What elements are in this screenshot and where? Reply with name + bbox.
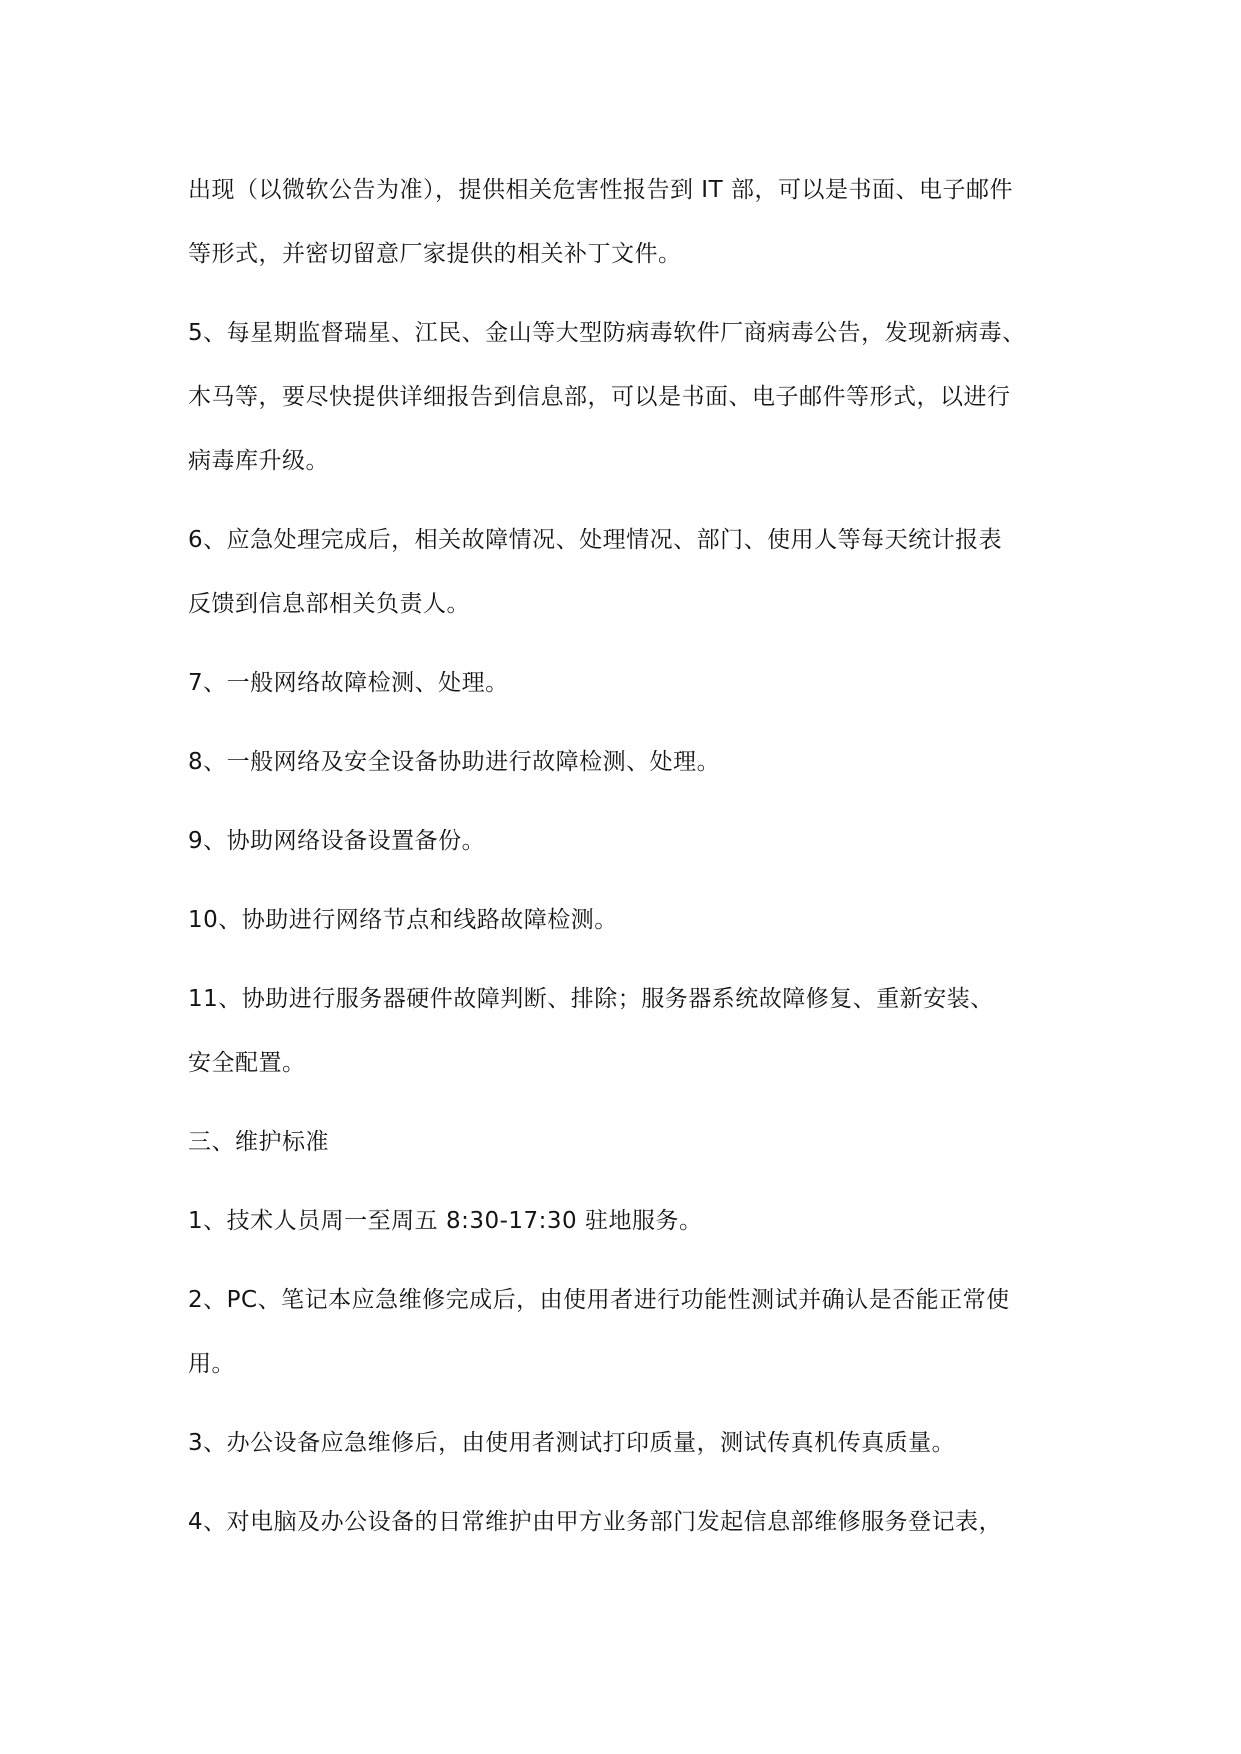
paragraph-continuation [188,158,1068,286]
text-line: 9、协助网络设备设置备份。 [188,828,486,854]
paragraph-item-10 [188,888,1068,952]
document-body [188,158,1068,1569]
text-line: 7、一般网络故障检测、处理。 [188,670,509,696]
text-line: 3、办公设备应急维修后，由使用者测试打印质量，测试传真机传真质量。 [188,1430,956,1456]
paragraph-standard-1 [188,1189,1068,1253]
paragraph-item-5 [188,301,1068,493]
section-heading [188,1110,1068,1174]
paragraph-item-9 [188,809,1068,873]
text-line: 反馈到信息部相关负责人。 [188,591,470,617]
text-line: 出现（以微软公告为准），提供相关危害性报告到 IT 部，可以是书面、电子邮件 [188,177,1013,203]
text-line: 用。 [188,1351,235,1377]
text-line: 11、协助进行服务器硬件故障判断、排除；服务器系统故障修复、重新安装、 [188,986,994,1012]
paragraph-item-7 [188,651,1068,715]
text-line: 病毒库升级。 [188,448,329,474]
paragraph-standard-3 [188,1411,1068,1475]
text-line: 安全配置。 [188,1050,306,1076]
paragraph-item-8 [188,730,1068,794]
text-line: 1、技术人员周一至周五 8:30-17:30 驻地服务。 [188,1208,703,1234]
text-line: 6、应急处理完成后，相关故障情况、处理情况、部门、使用人等每天统计报表 [188,527,1003,553]
text-line: 8、一般网络及安全设备协助进行故障检测、处理。 [188,749,721,775]
text-line: 5、每星期监督瑞星、江民、金山等大型防病毒软件厂商病毒公告，发现新病毒、 [188,320,1026,346]
text-line: 10、协助进行网络节点和线路故障检测。 [188,907,618,933]
heading-line: 三、维护标准 [188,1129,329,1155]
paragraph-item-11 [188,967,1068,1095]
paragraph-standard-2 [188,1268,1068,1396]
text-line: 2、PC、笔记本应急维修完成后，由使用者进行功能性测试并确认是否能正常使 [188,1287,1010,1313]
text-line: 等形式，并密切留意厂家提供的相关补丁文件。 [188,241,682,267]
text-line: 4、对电脑及办公设备的日常维护由甲方业务部门发起信息部维修服务登记表， [188,1509,1003,1535]
paragraph-standard-4 [188,1490,1068,1554]
paragraph-item-6 [188,508,1068,636]
text-line: 木马等，要尽快提供详细报告到信息部，可以是书面、电子邮件等形式，以进行 [188,384,1011,410]
